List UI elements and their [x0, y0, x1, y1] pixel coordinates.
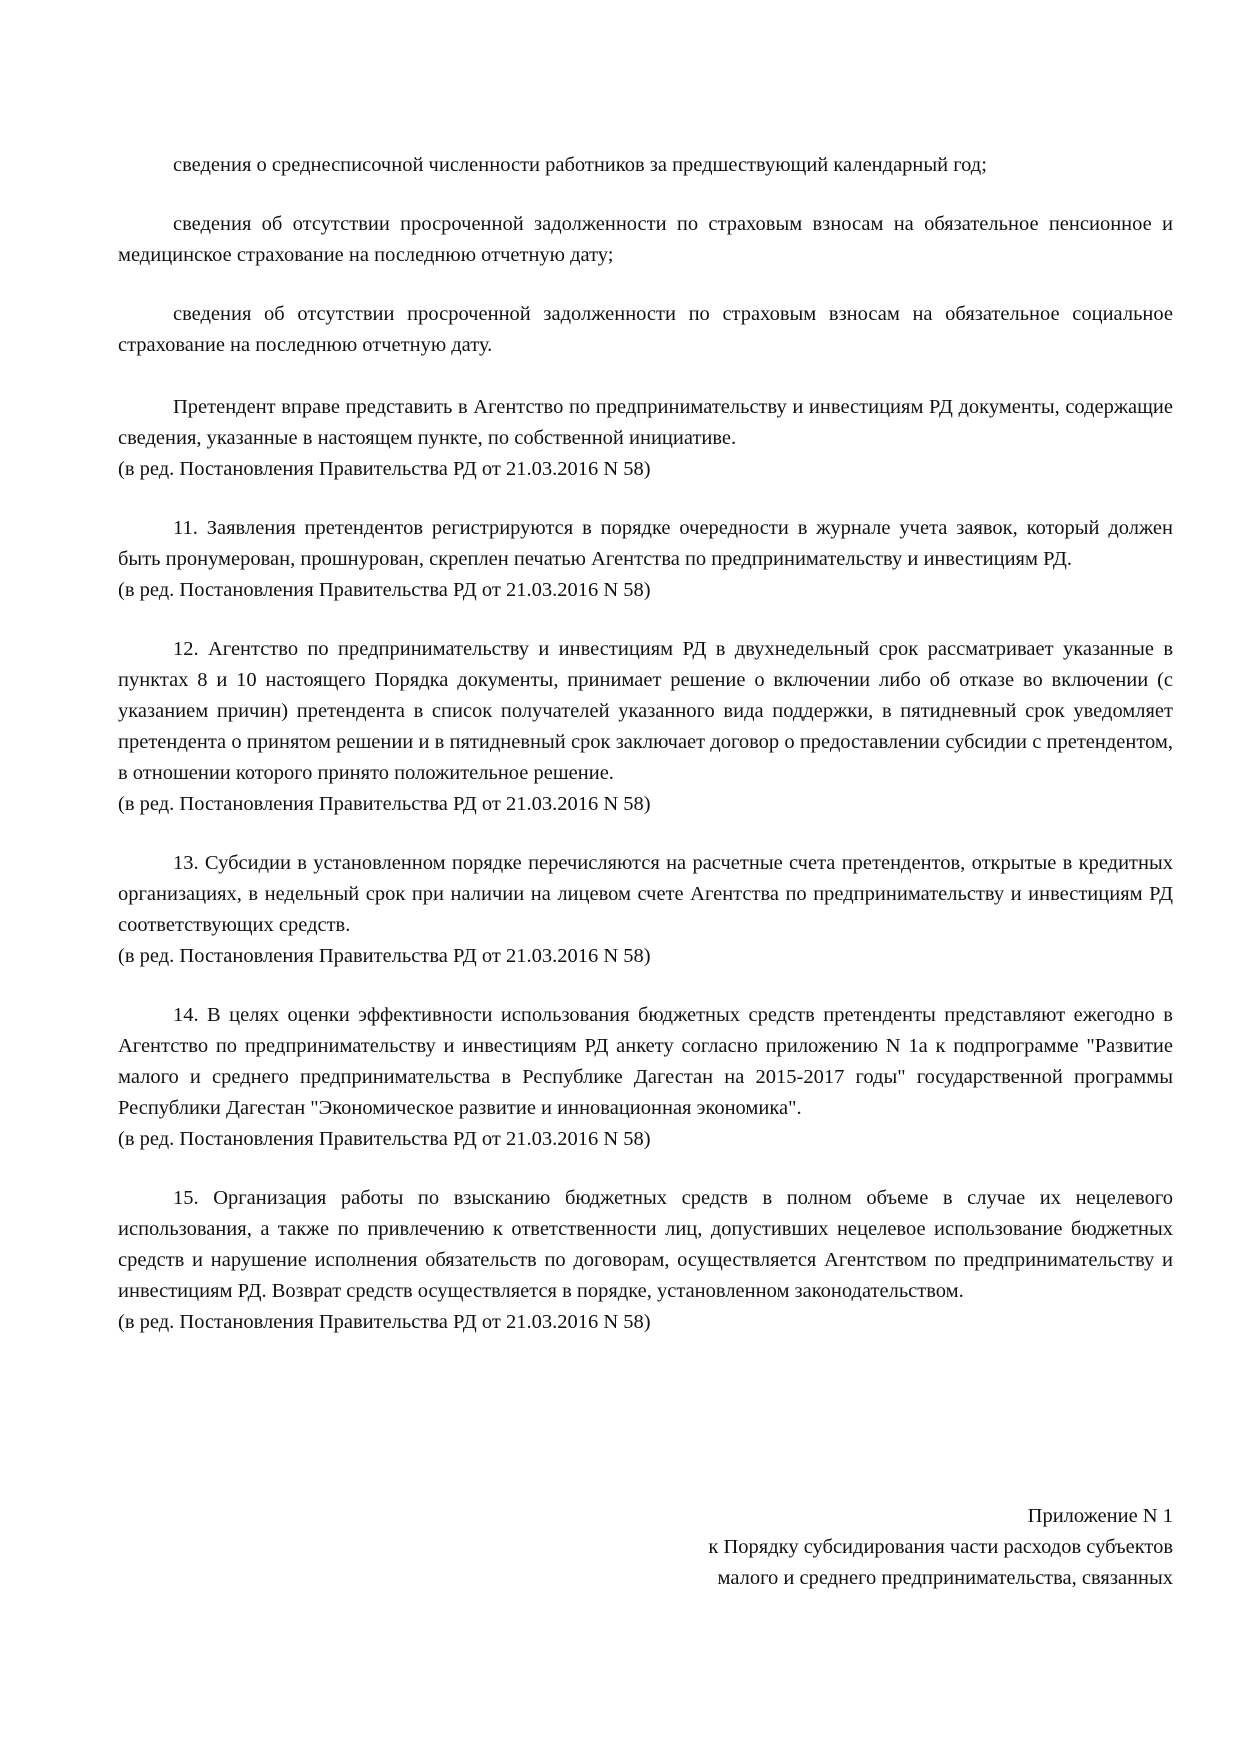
paragraph-svedenia-social — [118, 299, 1173, 361]
paragraph-text: сведения об отсутствии просроченной задолженности по страховым взносам на обязательное социальное страхование на последнюю отчетную дату. — [118, 303, 1173, 356]
amendment-note: (в ред. Постановления Правительства РД от 21.03.2016 N 58) — [118, 1128, 651, 1150]
paragraph-item-13 — [118, 848, 1173, 972]
document-page — [118, 150, 1173, 1366]
amendment-note: (в ред. Постановления Правительства РД от 21.03.2016 N 58) — [118, 579, 651, 601]
amendment-note: (в ред. Постановления Правительства РД от 21.03.2016 N 58) — [118, 458, 651, 480]
amendment-note: (в ред. Постановления Правительства РД от 21.03.2016 N 58) — [118, 945, 651, 967]
paragraph-text: Претендент вправе представить в Агентство по предпринимательству и инвестициям РД документы, содержащие сведения, указанные в настоящем пункте, по собственной инициативе. — [118, 396, 1173, 449]
paragraph-text: сведения о среднесписочной численности работников за предшествующий календарный год; — [173, 154, 987, 176]
paragraph-svedenia-chislennost — [118, 150, 1173, 181]
appendix-header — [473, 1501, 1173, 1594]
paragraph-item-12 — [118, 634, 1173, 820]
paragraph-item-14 — [118, 1000, 1173, 1155]
paragraph-pretendent-vprave — [118, 392, 1173, 485]
appendix-title: Приложение N 1 — [1027, 1505, 1173, 1527]
paragraph-text: 13. Субсидии в установленном порядке перечисляются на расчетные счета претендентов, открытые в кредитных организациях, в недельный срок при наличии на лицевом счете Агентства по предпринимательству и инвестициям РД соответствующих средств. — [118, 852, 1173, 936]
paragraph-text: 12. Агентство по предпринимательству и инвестициям РД в двухнедельный срок рассматривает указанные в пунктах 8 и 10 настоящего Порядка документы, принимает решение о включении либо об отказе во включении (с указанием причин) претендента в список получателей указанного вида поддержки, в пятидневный срок уведомляет претендента о принятом решении и в пятидневный срок заключает договор о предоставлении субсидии с претендентом, в отношении которого принято положительное решение. — [118, 638, 1173, 784]
paragraph-svedenia-pension — [118, 209, 1173, 271]
paragraph-text: сведения об отсутствии просроченной задолженности по страховым взносам на обязательное пенсионное и медицинское страхование на последнюю отчетную дату; — [118, 213, 1173, 266]
paragraph-item-11 — [118, 513, 1173, 606]
appendix-subtitle-line-1: к Порядку субсидирования части расходов субъектов — [708, 1536, 1173, 1558]
paragraph-text: 15. Организация работы по взысканию бюджетных средств в полном объеме в случае их нецелевого использования, а также по привлечению к ответственности лиц, допустивших нецелевое использование бюджетных средств и нарушение исполнения обязательств по договорам, осуществляется Агентством по предпринимательству и инвестициям РД. Возврат средств осуществляется в порядке, установленном законодательством. — [118, 1187, 1173, 1302]
amendment-note: (в ред. Постановления Правительства РД от 21.03.2016 N 58) — [118, 793, 651, 815]
paragraph-text: 14. В целях оценки эффективности использования бюджетных средств претенденты представляют ежегодно в Агентство по предпринимательству и инвестициям РД анкету согласно приложению N 1а к подпрограмме "Развитие малого и среднего предпринимательства в Республике Дагестан на 2015-2017 годы" государственной программы Республики Дагестан "Экономическое развитие и инновационная экономика". — [118, 1004, 1173, 1119]
paragraph-text: 11. Заявления претендентов регистрируются в порядке очередности в журнале учета заявок, который должен быть пронумерован, прошнурован, скреплен печатью Агентства по предпринимательству и инвестициям РД. — [118, 517, 1173, 570]
amendment-note: (в ред. Постановления Правительства РД от 21.03.2016 N 58) — [118, 1311, 651, 1333]
appendix-subtitle-line-2: малого и среднего предпринимательства, связанных — [717, 1567, 1173, 1589]
paragraph-item-15 — [118, 1183, 1173, 1338]
